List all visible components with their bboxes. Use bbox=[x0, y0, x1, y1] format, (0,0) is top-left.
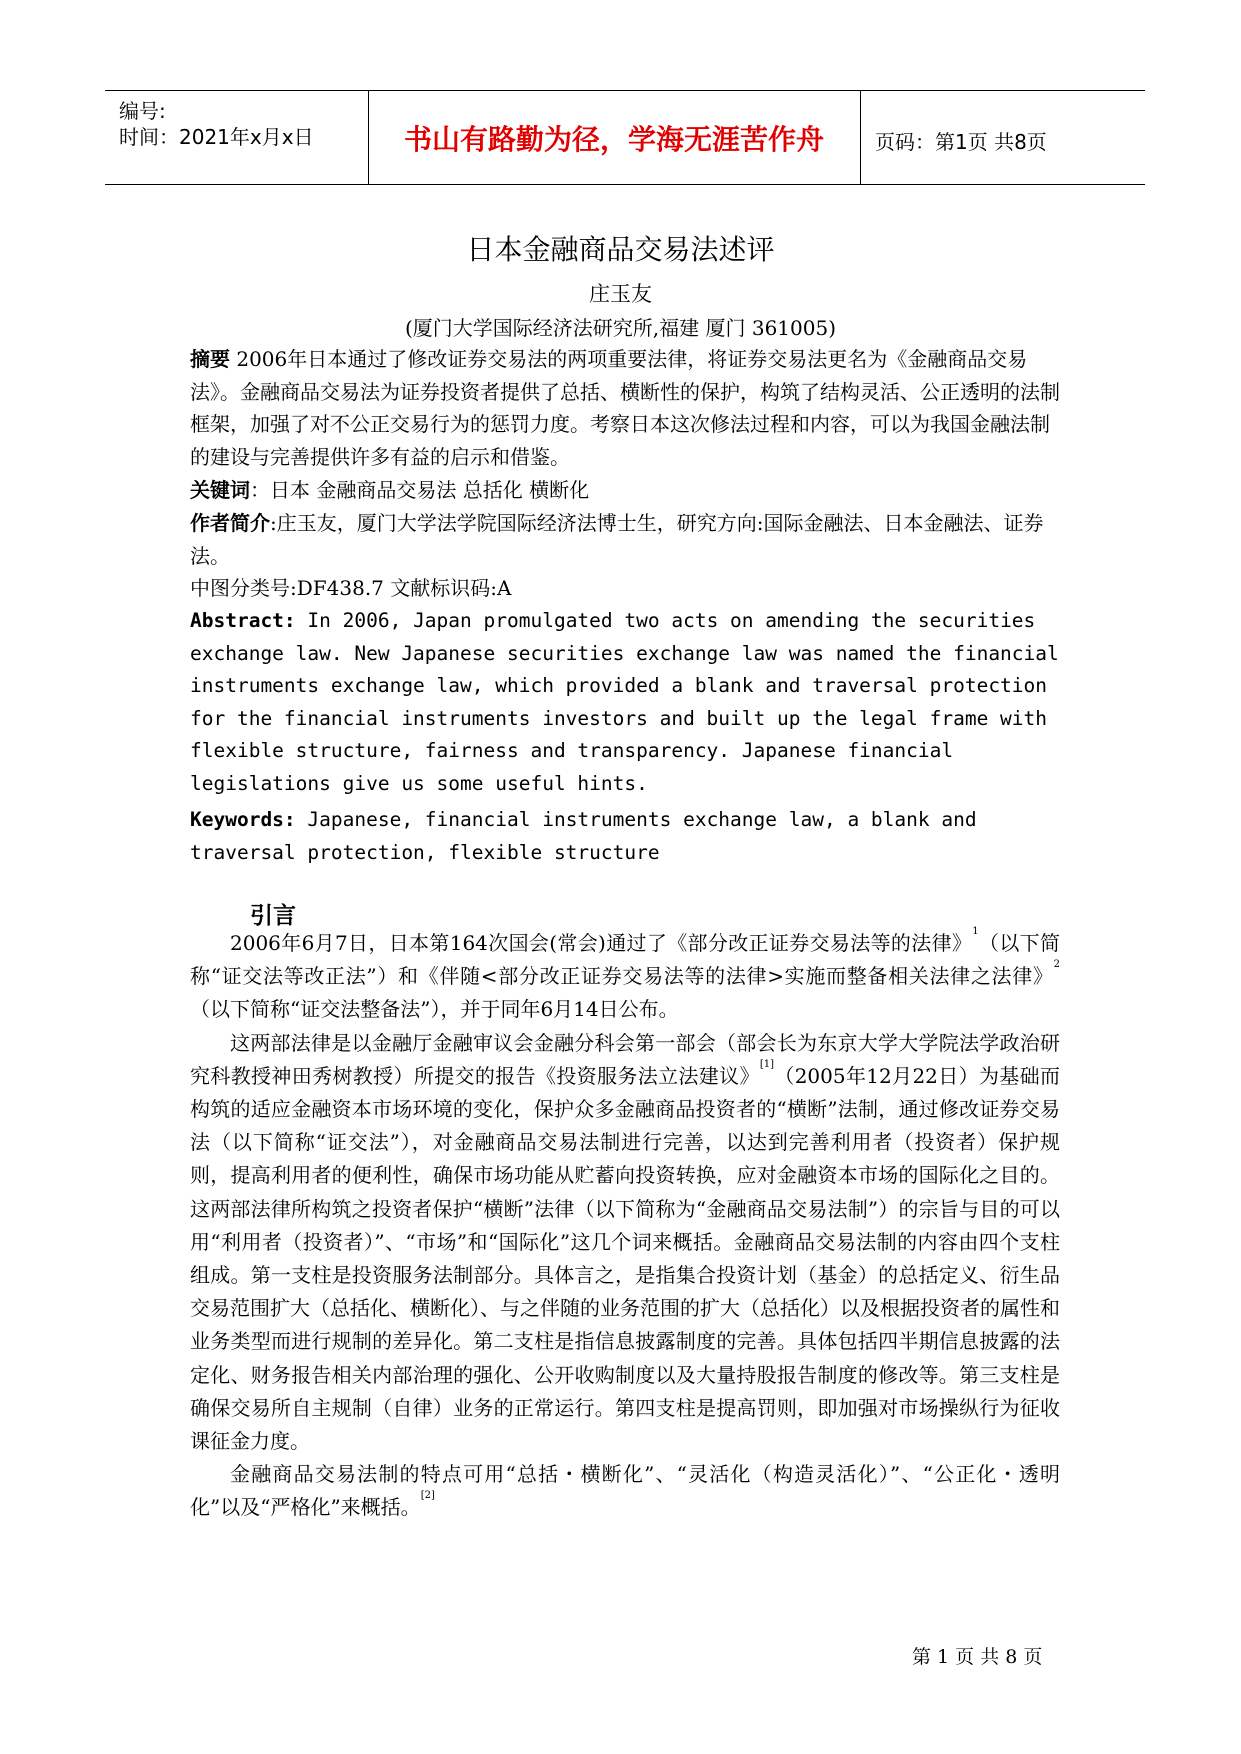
keywords-cn bbox=[190, 474, 1060, 507]
footnote-ref: 1 bbox=[972, 926, 979, 937]
footnote-ref: 2 bbox=[1053, 959, 1060, 971]
abstract-cn-label: 摘要 bbox=[190, 347, 230, 371]
keywords-cn-text: ：日本 金融商品交易法 总括化 横断化 bbox=[250, 478, 590, 502]
keywords-en-label: Keywords: bbox=[190, 808, 296, 831]
article-title: 日本金融商品交易法述评 bbox=[466, 233, 775, 266]
intro-body bbox=[190, 927, 1060, 1525]
abstract-en bbox=[190, 605, 1070, 800]
intro-heading: 引言 bbox=[250, 903, 296, 929]
paragraph bbox=[190, 1027, 1060, 1459]
paragraph-text: 金融商品交易法制的特点可用“总括・横断化”、“灵活化（构造灵活化）”、“公正化・透明化”以及“严格化”来概括。 bbox=[190, 1462, 1060, 1520]
paragraph-text: （2005年12月22日）为基础而构筑的适应金融资本市场环境的变化，保护众多金融商品投资者的“横断”法制，通过修改证券交易法（以下简称“证交法”），对金融商品交易法制进行完善，以达到完善利用者（投资者）保护规则，提高利用者的便利性，确保市场功能从贮蓄向投资转换，应对金融资本市场的国际化之目的。这两部法律所构筑之投资者保护“横断”法律（以下简称为“金融商品交易法制”）的宗旨与目的可以用“利用者（投资者）”、“市场”和“国际化”这几个词来概括。金融商品交易法制的内容由四个支柱组成。第一支柱是投资服务法制部分。具体言之，是指集合投资计划（基金）的总括定义、衍生品交易范围扩大（总括化、横断化）、与之伴随的业务范围的扩大（总括化）以及根据投资者的属性和业务类型而进行规制的差异化。第二支柱是指信息披露制度的完善。具体包括四半期信息披露的法定化、财务报告相关内部治理的强化、公开收购制度以及大量持股报告制度的修改等。第三支柱是确保交易所自主规制（自律）业务的正常运行。第四支柱是提高罚则，即加强对市场操纵行为征收课征金力度。 bbox=[190, 1063, 1061, 1454]
abstract-cn bbox=[190, 343, 1060, 473]
citation-ref: [1] bbox=[759, 1058, 774, 1070]
paragraph bbox=[190, 1458, 1060, 1524]
keywords-en bbox=[190, 804, 1070, 869]
classification: 中图分类号:DF438.7 文献标识码:A bbox=[190, 576, 512, 600]
author-bio bbox=[190, 507, 1060, 572]
keywords-cn-label: 关键词 bbox=[190, 478, 250, 502]
author-bio-text: :庄玉友，厦门大学法学院国际经济法博士生，研究方向:国际金融法、日本金融法、证券法。 bbox=[190, 511, 1044, 568]
header-table bbox=[105, 90, 1145, 185]
paragraph-text: 这两部法律是以金融厅金融审议会金融分科会第一部会（部会长为东京大学大学院法学政治研究科教授神田秀树教授）所提交的报告《投资服务法立法建议》 bbox=[190, 1030, 1060, 1088]
footer-page-number: 第 1 页 共 8 页 bbox=[912, 1646, 1043, 1668]
serial-label: 编号: bbox=[119, 99, 166, 123]
article-affiliation: (厦门大学国际经济法研究所,福建 厦门 361005) bbox=[404, 316, 837, 340]
time-label: 时间：2021年x月x日 bbox=[119, 125, 314, 149]
paragraph-text: （以下简称“证交法等改正法”）和《伴随<部分改正证券交易法等的法律>实施而整备相关法律之法律》 bbox=[190, 931, 1060, 989]
motto: 书山有路勤为径，学海无涯苦作舟 bbox=[403, 123, 824, 156]
abstract-en-label: Abstract: bbox=[190, 609, 296, 632]
paragraph-text: 2006年6月7日，日本第164次国会(常会)通过了《部分改正证券交易法等的法律》 bbox=[230, 931, 973, 955]
header-page-number: 页码：第1页 共8页 bbox=[875, 130, 1047, 154]
keywords-en-text: Japanese, financial instruments exchange law, a blank and traversal protection, flexible structure bbox=[190, 808, 977, 864]
header-divider bbox=[860, 91, 861, 184]
abstract-cn-text: 2006年日本通过了修改证券交易法的两项重要法律，将证券交易法更名为《金融商品交易法》。金融商品交易法为证券投资者提供了总括、横断性的保护，构筑了结构灵活、公正透明的法制框架，加强了对不公正交易行为的惩罚力度。考察日本这次修法过程和内容，可以为我国金融法制的建设与完善提供许多有益的启示和借鉴。 bbox=[190, 347, 1060, 469]
paragraph-text: （以下简称“证交法整备法”），并于同年6月14日公布。 bbox=[190, 997, 679, 1022]
citation-ref: [2] bbox=[420, 1490, 435, 1502]
author-bio-label: 作者简介 bbox=[190, 511, 270, 535]
article-author: 庄玉友 bbox=[589, 282, 652, 306]
paragraph bbox=[190, 927, 1060, 1027]
abstract-en-text: In 2006, Japan promulgated two acts on amending the securities exchange law. New Japanese securities exchange law was named the financial instruments exchange law, which provided a blank and traversal protection for the financial instruments investors and built up the legal frame with flexible structure, fairness and transparency. Japanese financial legislations give us some useful hints. bbox=[190, 609, 1059, 795]
